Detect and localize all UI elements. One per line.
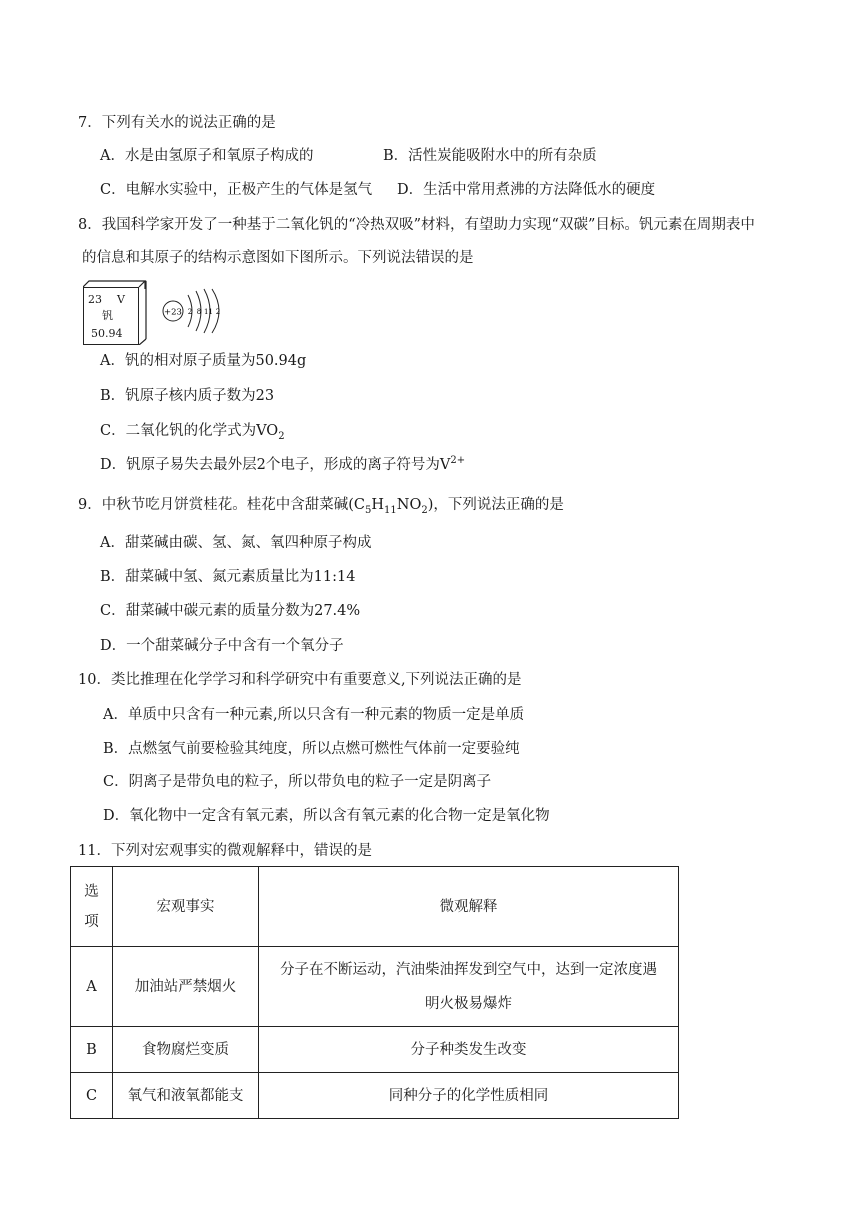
- table-row: A 加油站严禁烟火 分子在不断运动，汽油柴油挥发到空气中，达到一定浓度遇 明火极易爆炸: [71, 947, 679, 1027]
- q10-option-d: D．氧化物中一定含有氧元素，所以含有氧元素的化合物一定是氧化物: [103, 808, 550, 824]
- element-cube-side: [139, 281, 147, 345]
- q7-option-b: B．活性炭能吸附水中的所有杂质: [383, 148, 597, 164]
- atomic-number: 23: [88, 293, 102, 306]
- q9-stem: 9．中秋节吃月饼赏桂花。桂花中含甜菜碱$(C_5H_{11}NO_2)$，下列说法正确的是: [78, 497, 564, 516]
- element-symbol: V: [117, 293, 125, 306]
- periodic-table-cell: [83, 287, 139, 345]
- q8-option-a: A．钒的相对原子质量为50.94g: [100, 353, 307, 369]
- nucleus-charge: +23: [164, 307, 182, 318]
- table-header-row: [71, 867, 679, 947]
- header-option: 选 项: [71, 867, 113, 947]
- header-fact: 宏观事实: [113, 867, 259, 947]
- atomic-mass: 50.94: [91, 327, 123, 340]
- q10-option-c: C．阴离子是带负电的粒子，所以带负电的粒子一定是阴离子: [103, 774, 492, 790]
- q7-stem: 7．下列有关水的说法正确的是: [78, 115, 276, 131]
- q9-option-b: B．甜菜碱中氢、氮元素质量比为11:14: [100, 569, 356, 585]
- table-row: B 食物腐烂变质 分子种类发生改变: [71, 1027, 679, 1073]
- q10-option-a: A．单质中只含有一种元素,所以只含有一种元素的物质一定是单质: [103, 707, 525, 723]
- q7-option-c: C．电解水实验中，正极产生的气体是氢气: [100, 182, 373, 198]
- q10-option-b: B．点燃氢气前要检验其纯度，所以点燃可燃性气体前一定要验纯: [103, 741, 520, 757]
- shell-1-electrons: 2: [187, 308, 193, 316]
- atomic-structure-diagram: [160, 286, 230, 336]
- q8-option-d: D．钒原子易失去最外层2个电子，形成的离子符号为$V^{2+}$: [100, 455, 466, 473]
- explanation-table: [70, 866, 679, 1119]
- q8-stem-line1: 8．我国科学家开发了一种基于二氧化钒的“冷热双吸”材料，有望助力实现“双碳”目标。钒元素在周期表中: [78, 217, 755, 233]
- q8-option-b: B．钒原子核内质子数为23: [100, 388, 275, 404]
- q7-option-d: D．生活中常用煮沸的方法降低水的硬度: [397, 182, 656, 198]
- betaine-formula: $(C_5H_{11}NO_2)$: [348, 497, 434, 516]
- q8-option-c: C．二氧化钒的化学式为$VO_2$: [100, 423, 285, 442]
- shell-3-electrons: 11: [204, 308, 213, 316]
- shell-4-electrons: 2: [215, 308, 221, 316]
- shell-2-electrons: 8: [196, 308, 202, 316]
- element-name: 钒: [102, 309, 113, 322]
- header-explanation: 微观解释: [259, 867, 679, 947]
- q11-stem: 11．下列对宏观事实的微观解释中，错误的是: [78, 843, 372, 859]
- table-row: C 氧气和液氧都能支 同种分子的化学性质相同: [71, 1073, 679, 1119]
- q8-stem-line2: 的信息和其原子的结构示意图如下图所示。下列说法错误的是: [82, 250, 474, 266]
- q9-option-d: D．一个甜菜碱分子中含有一个氧分子: [100, 638, 344, 654]
- q10-stem: 10．类比推理在化学学习和科学研究中有重要意义,下列说法正确的是: [78, 672, 522, 688]
- q9-option-c: C．甜菜碱中碳元素的质量分数为27.4%: [100, 603, 361, 619]
- q9-option-a: A．甜菜碱由碳、氢、氮、氧四种原子构成: [100, 535, 372, 551]
- q7-option-a: A．水是由氢原子和氧原子构成的: [100, 148, 314, 164]
